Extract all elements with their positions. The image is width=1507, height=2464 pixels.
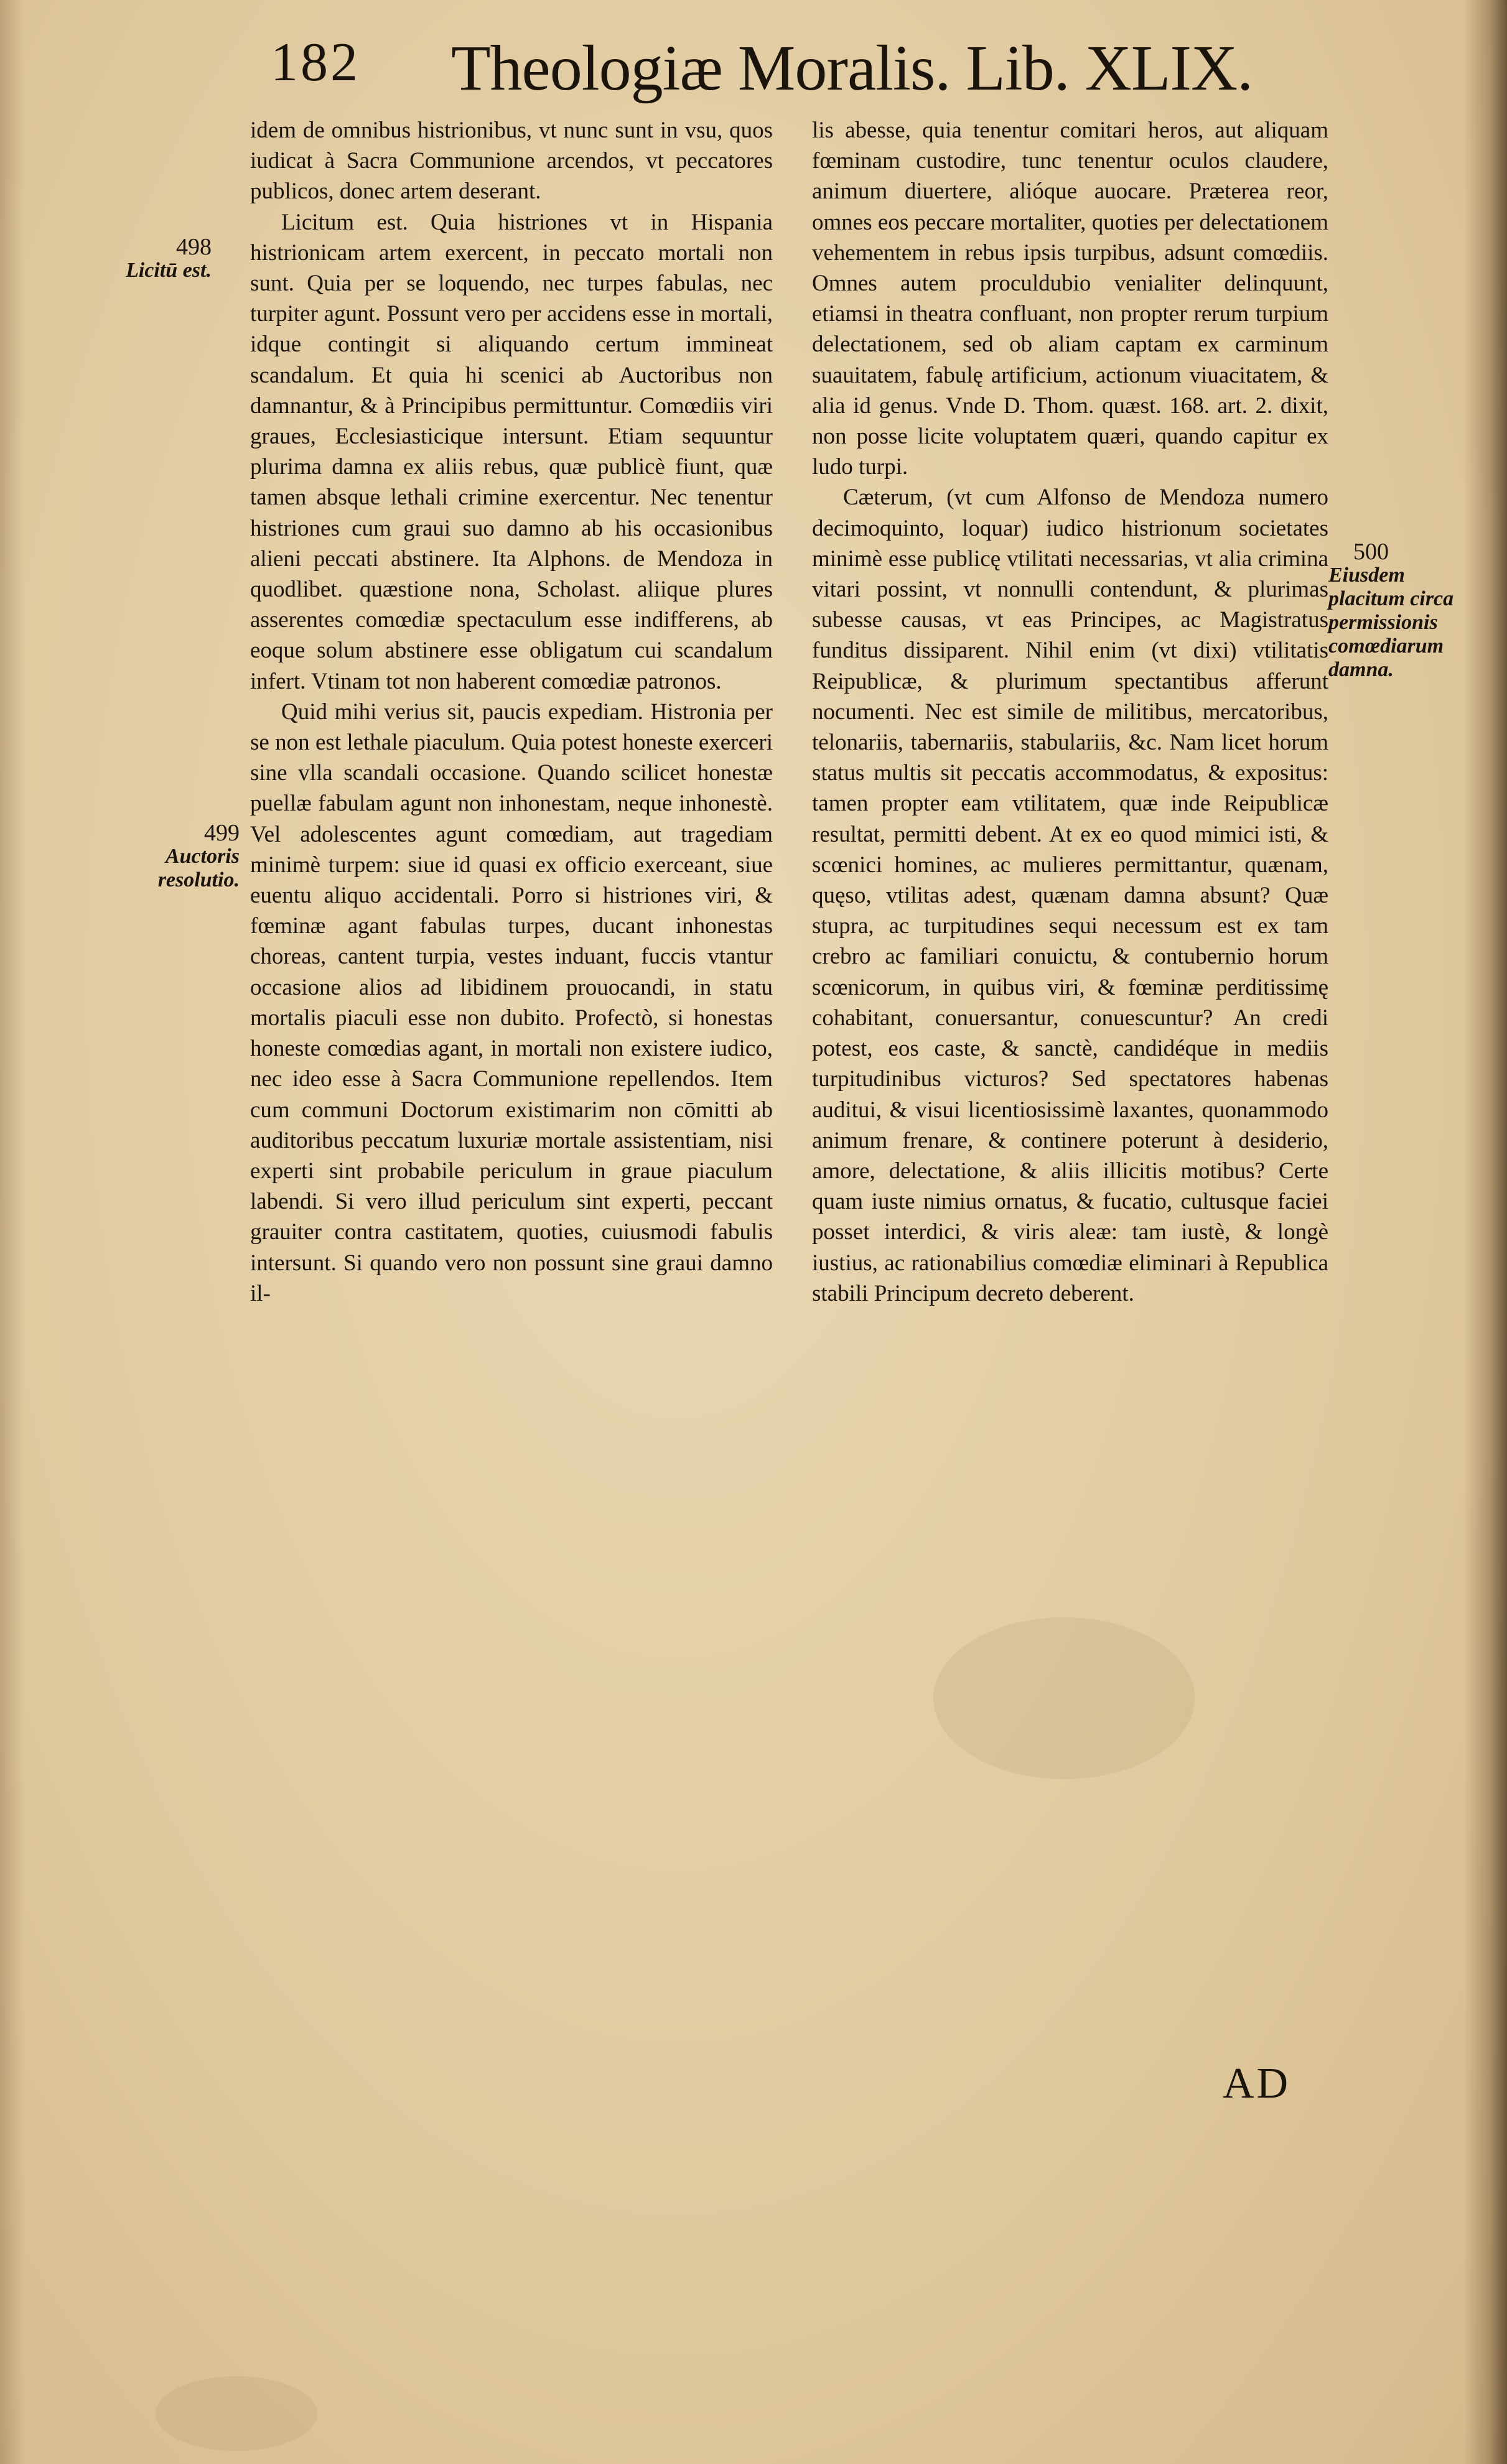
page-number: 182 xyxy=(271,32,360,93)
margin-note-text: Eiusdem placitum circa permissionis comœdiarum damna. xyxy=(1328,564,1454,681)
paragraph: Cæterum, (vt cum Alfonso de Mendoza numero decimoquinto, loquar) iudico histrionum societates minimè esse publicę vtilitati necessarias, vt alia crimina vitari possint, vt nonnulli contendunt, & plurimas subesse causas, vt eas Principes, ac Magistratus funditus dissiparent. Nihil enim (vt dixi) vtilitatis Reipublicæ, & plurimum spectantibus afferunt nocumenti. Nec est simile de militibus, mercatoribus, telonariis, tabernariis, stabulariis, &c. Nam licet horum status multis sit peccatis accommodatus, & expositus: tamen propter eam vtilitatem, quæ inde Reipublicæ resultat, permitti debent. At ex eo quod mimici isti, & scœnici homines, ac mulieres permittantur, quænam, quęso, vtilitas adest, quænam damna absunt? Quæ stupra, ac turpitudines sequi necessum est ex tam crebro ac familiari conuictu, & contubernio horum scœnicorum, in quibus viri, & fœminæ perditissimę cohabitant, conuersantur, conuescuntur? An credi potest, eos caste, & sanctè, candidéque in mediis turpitudinibus victuros? Sed spectatores habenas auditui, & visui licentiosissimè laxantes, quonammodo animum frenare, & continere poterunt à desiderio, amore, delectatione, & aliis illicitis motibus? Certe quam iuste nimius ornatus, & fucatio, cultusque faciei posset interdici, & viris aleæ: tam iustè, & longè iustius, ac rationabilius comœdiæ eliminari à Republica stabili Principum decreto deberent. xyxy=(812,485,1328,1306)
page-header xyxy=(271,31,1328,118)
margin-note-500 xyxy=(1328,540,1459,682)
left-column xyxy=(250,115,773,1309)
margin-note-number: 498 xyxy=(176,234,212,260)
margin-note-number: 499 xyxy=(204,820,240,846)
paragraph: Licitum est. Quia histriones vt in Hispania histrionicam artem exercent, in peccato mortali non sunt. Quia per se loquendo, nec turpes fabulas, nec turpiter agunt. Possunt vero per accidens esse in mortali, idque contingit si aliquando certum immineat scandalum. Et quia hi scenici ab Auctoribus non damnantur, & à Principibus permittuntur. Comœdiis viri graues, Ecclesiasticique intersunt. Etiam sequuntur plurima damna ex aliis rebus, quæ publicè fiunt, quæ tamen absque lethali crimine exercentur. Nec tenentur histriones cum graui suo damno ab his occasionibus alieni peccati abstinere. Ita Alphons. de Mendoza in quodlibet. quæstione nona, Scholast. aliique plures asserentes comœdiæ spectaculum esse indifferens, ab eoque solum abstinere esse obligatum cui scandalum infert. Vtinam tot non haberent comœdiæ patronos. xyxy=(250,209,773,694)
paragraph: Quid mihi verius sit, paucis expediam. Histronia per se non est lethale piaculum. Quia potest honeste exerceri sine vlla scandali occasione. Quando scilicet honestæ puellæ fabulam agunt non inhonestam, neque inhonestè. Vel adolescentes agunt comœdiam, aut tragediam minimè turpem: siue id quasi ex officio exerceant, siue euentu aliquo accidentali. Porro si histriones viri, & fœminæ agant fabulas turpes, ducant inhonestas choreas, cantent turpia, vestes induant, fuccis vtantur occasione alios ad libidinem prouocandi, in statu mortalis piaculi esse non dubito. Profectò, si honestas honeste comœdias agant, in mortali non existere iudico, nec ideo esse à Sacra Communione repellendos. Item cum communi Doctorum existimarim non cōmitti ab auditoribus peccatum luxuriæ mortale assistentiam, nisi experti sint probabile periculum in graue piaculum labendi. Si vero illud periculum sint experti, peccant grauiter contra castitatem, quoties, cuiusmodi fabulis intersunt. Si quando vero non possunt sine graui damno il- xyxy=(250,699,773,1306)
paragraph: idem de omnibus histrionibus, vt nunc sunt in vsu, quos iudicat à Sacra Communione arcendos, vt peccatores publicos, donec artem deserant. xyxy=(250,118,773,205)
running-title: Theologiæ Moralis. Lib. XLIX. xyxy=(451,32,1253,104)
margin-note-text: Licitū est. xyxy=(126,259,212,282)
margin-note-text: Auctoris resolutio. xyxy=(157,845,240,891)
paragraph: lis abesse, quia tenentur comitari heros, aut aliquam fœminam custodire, tunc tenentur oculos claudere, animum diuertere, alióque auocare. Præterea reor, omnes eos peccare mortaliter, quoties per delectationem vehementem in rebus ipsis turpibus, adsunt comœdiis. Omnes autem proculdubio venialiter delinquunt, etiamsi in theatra confluant, non propter rerum turpium delectationem, sed ob aliam captam ex carminum suauitatem, fabulę artificium, actionum viuacitatem, & alia id genus. Vnde D. Thom. quæst. 168. art. 2. dixit, non posse licite voluptatem quæri, quando capitur ex ludo turpi. xyxy=(812,118,1328,480)
paper-stain xyxy=(933,1617,1195,1779)
paper-stain xyxy=(156,2376,317,2451)
page-gutter-shadow xyxy=(0,0,25,2464)
margin-note-number: 500 xyxy=(1353,539,1389,565)
margin-note-498 xyxy=(112,235,212,282)
margin-note-499 xyxy=(109,821,240,892)
right-column xyxy=(812,115,1328,1309)
catchword: AD xyxy=(1223,2060,1291,2108)
page-edge-shadow xyxy=(1463,0,1507,2464)
